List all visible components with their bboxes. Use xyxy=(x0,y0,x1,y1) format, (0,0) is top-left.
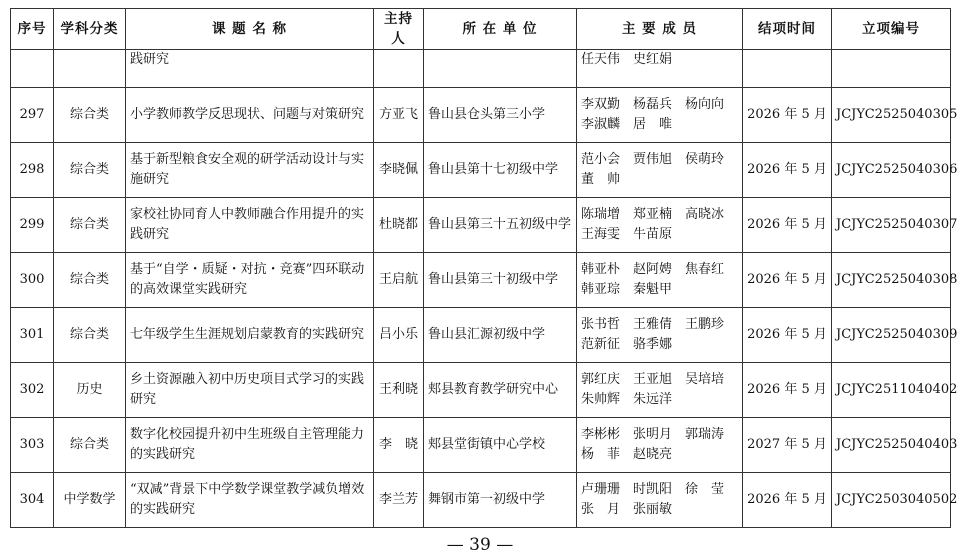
cell-members: 范小会 贾伟旭 侯萌玲 董 帅 xyxy=(577,143,743,198)
cell-no xyxy=(11,50,54,88)
header-title: 课 题 名 称 xyxy=(126,9,374,50)
header-members: 主 要 成 员 xyxy=(577,9,743,50)
cell-host: 王启航 xyxy=(374,253,424,308)
cell-host: 杜晓都 xyxy=(374,198,424,253)
table-row xyxy=(11,363,951,418)
cell-no: 302 xyxy=(11,363,54,418)
cell-host: 李 晓 xyxy=(374,418,424,473)
cell-category: 中学数学 xyxy=(54,473,126,528)
cell-unit: 鲁山县汇源初级中学 xyxy=(424,308,577,363)
header-project-id: 立项编号 xyxy=(832,9,951,50)
cell-no: 301 xyxy=(11,308,54,363)
cell-category: 综合类 xyxy=(54,418,126,473)
cell-project-id: JCJYC2525040306 xyxy=(832,143,951,198)
table-row xyxy=(11,473,951,528)
cell-category: 综合类 xyxy=(54,143,126,198)
header-no: 序号 xyxy=(11,9,54,50)
cell-category: 综合类 xyxy=(54,198,126,253)
table-row xyxy=(11,253,951,308)
cell-project-id: JCJYC2525040305 xyxy=(832,88,951,143)
header-category: 学科分类 xyxy=(54,9,126,50)
cell-end-time: 2026 年 5 月 xyxy=(743,143,832,198)
cell-unit: 鲁山县第十七初级中学 xyxy=(424,143,577,198)
cell-members: 陈瑞增 郑亚楠 高晓冰 王海雯 牛苗原 xyxy=(577,198,743,253)
cell-host: 方亚飞 xyxy=(374,88,424,143)
continuation-row xyxy=(11,50,951,88)
cell-no: 299 xyxy=(11,198,54,253)
cell-host: 吕小乐 xyxy=(374,308,424,363)
cell-no: 297 xyxy=(11,88,54,143)
project-table xyxy=(10,8,958,528)
cell-end-time xyxy=(743,50,832,88)
cell-host: 李晓佩 xyxy=(374,143,424,198)
cell-unit: 鲁山县仓头第三小学 xyxy=(424,88,577,143)
cell-project-id xyxy=(832,50,951,88)
cell-category: 历史 xyxy=(54,363,126,418)
cell-unit: 舞钢市第一初级中学 xyxy=(424,473,577,528)
cell-title: 践研究 xyxy=(126,50,374,88)
cell-host xyxy=(374,50,424,88)
cell-title: 数字化校园提升初中生班级自主管理能力的实践研究 xyxy=(126,418,374,473)
cell-members: 郭红庆 王亚旭 吴培培 朱帅辉 朱远洋 xyxy=(577,363,743,418)
cell-end-time: 2026 年 5 月 xyxy=(743,88,832,143)
cell-members: 李双勤 杨磊兵 杨向向 李淑麟 居 唯 xyxy=(577,88,743,143)
cell-unit: 郏县教育教学研究中心 xyxy=(424,363,577,418)
cell-unit: 郏县堂街镇中心学校 xyxy=(424,418,577,473)
cell-project-id: JCJYC2511040402 xyxy=(832,363,951,418)
cell-category: 综合类 xyxy=(54,308,126,363)
cell-category: 综合类 xyxy=(54,253,126,308)
cell-end-time: 2026 年 5 月 xyxy=(743,253,832,308)
header-unit: 所 在 单 位 xyxy=(424,9,577,50)
page-number: — 39 — xyxy=(446,535,514,555)
header-end-time: 结项时间 xyxy=(743,9,832,50)
table-row xyxy=(11,143,951,198)
cell-category: 综合类 xyxy=(54,88,126,143)
cell-title: 小学教师教学反思现状、问题与对策研究 xyxy=(126,88,374,143)
table-row xyxy=(11,88,951,143)
cell-title: 七年级学生生涯规划启蒙教育的实践研究 xyxy=(126,308,374,363)
table-row xyxy=(11,198,951,253)
cell-unit: 鲁山县第三十五初级中学 xyxy=(424,198,577,253)
cell-project-id: JCJYC2525040308 xyxy=(832,253,951,308)
cell-project-id: JCJYC2525040307 xyxy=(832,198,951,253)
cell-project-id: JCJYC2503040502 xyxy=(832,473,951,528)
cell-end-time: 2026 年 5 月 xyxy=(743,363,832,418)
cell-no: 304 xyxy=(11,473,54,528)
cell-title: 家校社协同育人中教师融合作用提升的实践研究 xyxy=(126,198,374,253)
cell-title: “双减”背景下中学数学课堂教学减负增效的实践研究 xyxy=(126,473,374,528)
cell-members: 李彬彬 张明月 郭瑞涛 杨 菲 赵晓亮 xyxy=(577,418,743,473)
cell-members: 韩亚朴 赵阿娉 焦春红 韩亚琮 秦魁甲 xyxy=(577,253,743,308)
cell-title: 基于新型粮食安全观的研学活动设计与实施研究 xyxy=(126,143,374,198)
cell-no: 298 xyxy=(11,143,54,198)
cell-category xyxy=(54,50,126,88)
cell-host: 李兰芳 xyxy=(374,473,424,528)
cell-title: 乡土资源融入初中历史项目式学习的实践研究 xyxy=(126,363,374,418)
cell-members: 卢珊珊 时凯阳 徐 莹 张 月 张丽敏 xyxy=(577,473,743,528)
cell-no: 303 xyxy=(11,418,54,473)
cell-title: 基于“自学・质疑・对抗・竞赛”四环联动的高效课堂实践研究 xyxy=(126,253,374,308)
table-row xyxy=(11,308,951,363)
table-row xyxy=(11,418,951,473)
cell-project-id: JCJYC2525040403 xyxy=(832,418,951,473)
cell-unit: 鲁山县第三十初级中学 xyxy=(424,253,577,308)
cell-project-id: JCJYC2525040309 xyxy=(832,308,951,363)
cell-end-time: 2027 年 5 月 xyxy=(743,418,832,473)
cell-end-time: 2026 年 5 月 xyxy=(743,308,832,363)
cell-host: 王利晓 xyxy=(374,363,424,418)
cell-members: 张书哲 王雅倩 王鹏珍 范新征 骆季娜 xyxy=(577,308,743,363)
header-host: 主持人 xyxy=(374,9,424,50)
header-row xyxy=(11,9,951,50)
cell-end-time: 2026 年 5 月 xyxy=(743,198,832,253)
cell-unit xyxy=(424,50,577,88)
cell-end-time: 2026 年 5 月 xyxy=(743,473,832,528)
cell-members: 任天伟 史红娟 xyxy=(577,50,743,88)
cell-no: 300 xyxy=(11,253,54,308)
